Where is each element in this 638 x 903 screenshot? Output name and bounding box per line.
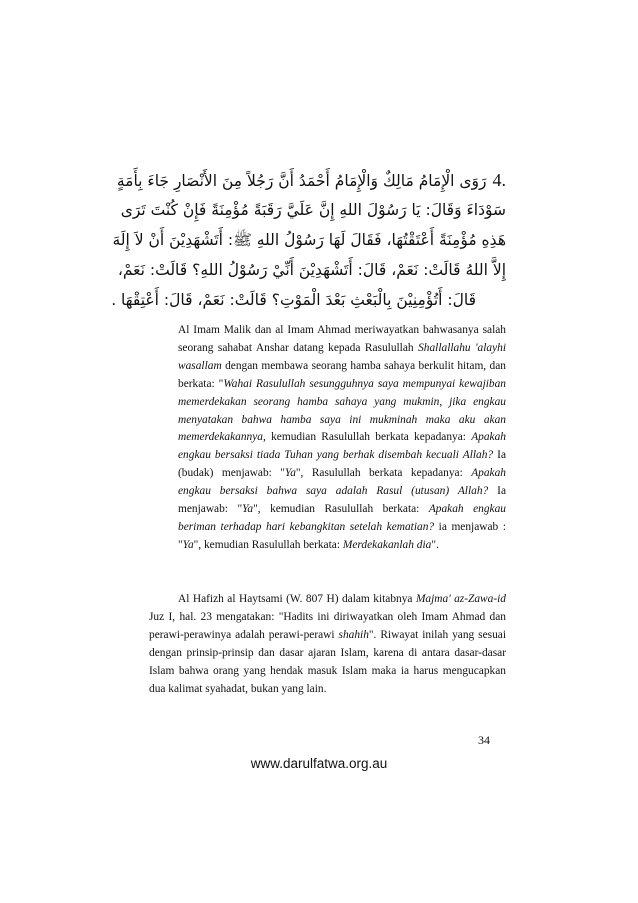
footer-url[interactable]: www.darulfatwa.org.au: [250, 756, 388, 771]
arabic-hadith-text: [111, 165, 506, 315]
arabic-line-1: 4.رَوَى الْإِمَامُ مَالِكٌ وَالْإِمَامُ أَحْمَدُ أَنَّ رَجُلاً مِنَ الأَنْصَارِ جَاءَ بِأَمَةٍ: [116, 170, 506, 190]
arabic-line-2: سَوْدَاءَ وَقَالَ: يَا رَسُوْلَ اللهِ إِنَّ عَلَيَّ رَقَبَةً مُؤْمِنَةً فَإِنْ كُنْتَ تَرَى: [120, 201, 506, 219]
translation-paragraph: Al Imam Malik dan al Imam Ahmad meriwayatkan bahwasanya salah seorang sahabat Anshar datang kepada Rasulullah Shallallahu 'alayhi wasallam dengan membawa seorang hamba sahaya berkulit hitam, dan berkata: "Wahai Rasulullah sesungguhnya saya mempunyai kewajiban memerdekakan seorang hamba sahaya yang mukmin, jika engkau menyatakan bahwa hamba saya ini mukminah maka aku akan memerdekakannya, kemudian Rasulullah berkata kepadanya: Apakah engkau bersaksi tiada Tuhan yang berhak disembah kecuali Allah? Ia (budak) menjawab: "Ya", Rasulullah berkata kepadanya: Apakah engkau bersaksi bahwa saya adalah Rasul (utusan) Allah? Ia menjawab: "Ya", kemudian Rasulullah berkata: Apakah engkau beriman terhadap hari kebangkitan setelah kematian? ia menjawab : "Ya", kemudian Rasulullah berkata: Merdekakanlah dia".: [178, 324, 507, 551]
hadith-number: 4.: [492, 170, 506, 190]
page-number: 34: [478, 733, 490, 747]
arabic-line-5: قَالَ: أَتُؤْمِنِيْنَ بِالْبَعْثِ بَعْدَ الْمَوْتِ؟ قَالَتْ: نَعَمْ، قَالَ: أَعْتِقْهَا .: [111, 291, 476, 309]
arabic-line-3: هَذِهِ مُؤْمِنَةً أَعْتَقْتُهَا، فَقَالَ لَهَا رَسُوْلُ اللهِ ﷺ: أَتَشْهَدِيْنَ أَنْ لاَ إِلَهَ: [112, 231, 506, 249]
arabic-line-4: إِلاَّ اللهُ قَالَتْ: نَعَمْ، قَالَ: أَتَشْهَدِيْنَ أَنِّيْ رَسُوْلُ اللهِ؟ قَالَتْ: نَعَمْ،: [117, 261, 506, 279]
commentary-paragraph: Al Hafizh al Haytsami (W. 807 H) dalam kitabnya Majma' az-Zawa-id Juz I, hal. 23 mengatakan: "Hadits ini diriwayatkan oleh Imam Ahmad dan perawi-perawinya adalah perawi-perawi shahih". Riwayat inilah yang sesuai dengan prinsip-prinsip dan dasar ajaran Islam, karena di antara dasar-dasar Islam bahwa orang yang hendak masuk Islam maka ia harus mengucapkan dua kalimat syahadat, bukan yang lain.: [149, 593, 507, 695]
